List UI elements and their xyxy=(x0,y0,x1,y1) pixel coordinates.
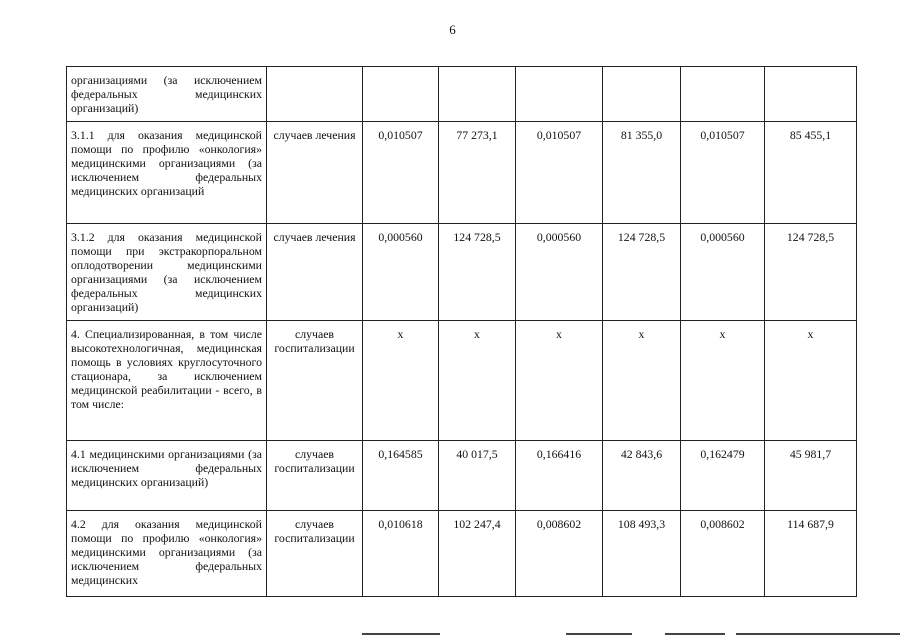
row-description: организациями (за исключением федеральных медицинских организаций) xyxy=(67,67,267,122)
row-value: 0,166416 xyxy=(516,441,603,511)
row-description: 4.2 для оказания медицинской помощи по профилю «онкология» медицинскими организациями (за исключением федеральных медицинских xyxy=(67,511,267,597)
row-value: 0,010507 xyxy=(681,122,765,224)
table-row xyxy=(67,122,857,224)
row-value: 40 017,5 xyxy=(439,441,516,511)
row-value: 0,008602 xyxy=(681,511,765,597)
row-value: x xyxy=(603,321,681,441)
scan-artifact-line xyxy=(665,633,725,635)
row-value: 0,010507 xyxy=(516,122,603,224)
scan-artifact-line xyxy=(566,633,632,635)
row-value xyxy=(765,67,857,122)
row-value: 102 247,4 xyxy=(439,511,516,597)
row-unit: случаев госпитализации xyxy=(267,511,363,597)
row-value: x xyxy=(681,321,765,441)
row-value xyxy=(439,67,516,122)
row-unit: случаев лечения xyxy=(267,122,363,224)
row-value: x xyxy=(439,321,516,441)
row-value: 108 493,3 xyxy=(603,511,681,597)
row-unit: случаев госпитализации xyxy=(267,441,363,511)
table-body xyxy=(67,67,857,597)
row-value: 85 455,1 xyxy=(765,122,857,224)
row-value: 0,010618 xyxy=(363,511,439,597)
row-description: 3.1.2 для оказания медицинской помощи при экстракорпоральном оплодотворении медицинскими организациями (за исключением федеральных медицинских организаций) xyxy=(67,224,267,321)
row-value xyxy=(516,67,603,122)
norms-table xyxy=(66,66,857,597)
row-value: 124 728,5 xyxy=(603,224,681,321)
row-value: 77 273,1 xyxy=(439,122,516,224)
table-row xyxy=(67,224,857,321)
row-value: 0,000560 xyxy=(516,224,603,321)
row-unit xyxy=(267,67,363,122)
table-row xyxy=(67,441,857,511)
row-value: 114 687,9 xyxy=(765,511,857,597)
row-unit: случаев госпитализации xyxy=(267,321,363,441)
row-value: 0,000560 xyxy=(681,224,765,321)
row-value: 124 728,5 xyxy=(439,224,516,321)
row-value: 0,000560 xyxy=(363,224,439,321)
row-unit: случаев лечения xyxy=(267,224,363,321)
row-value xyxy=(363,67,439,122)
row-value: 0,008602 xyxy=(516,511,603,597)
row-value xyxy=(681,67,765,122)
row-value: x xyxy=(516,321,603,441)
row-description: 4.1 медицинскими организациями (за исключением федеральных медицинских организаций) xyxy=(67,441,267,511)
row-value: x xyxy=(765,321,857,441)
row-description: 3.1.1 для оказания медицинской помощи по профилю «онкология» медицинскими организациями (за исключением федеральных медицинских организаций xyxy=(67,122,267,224)
table-row xyxy=(67,511,857,597)
row-value: 0,010507 xyxy=(363,122,439,224)
row-value: x xyxy=(363,321,439,441)
row-value: 0,164585 xyxy=(363,441,439,511)
scan-artifact-line xyxy=(736,633,900,635)
table-row xyxy=(67,67,857,122)
page-number: 6 xyxy=(449,22,456,37)
row-value: 45 981,7 xyxy=(765,441,857,511)
row-value: 124 728,5 xyxy=(765,224,857,321)
row-value: 81 355,0 xyxy=(603,122,681,224)
row-description: 4. Специализированная, в том числе высокотехнологичная, медицинская помощь в условиях круглосуточного стационара, за исключением медицинской реабилитации - всего, в том числе: xyxy=(67,321,267,441)
row-value xyxy=(603,67,681,122)
table-row xyxy=(67,321,857,441)
row-value: 42 843,6 xyxy=(603,441,681,511)
scan-artifact-line xyxy=(362,633,440,635)
row-value: 0,162479 xyxy=(681,441,765,511)
